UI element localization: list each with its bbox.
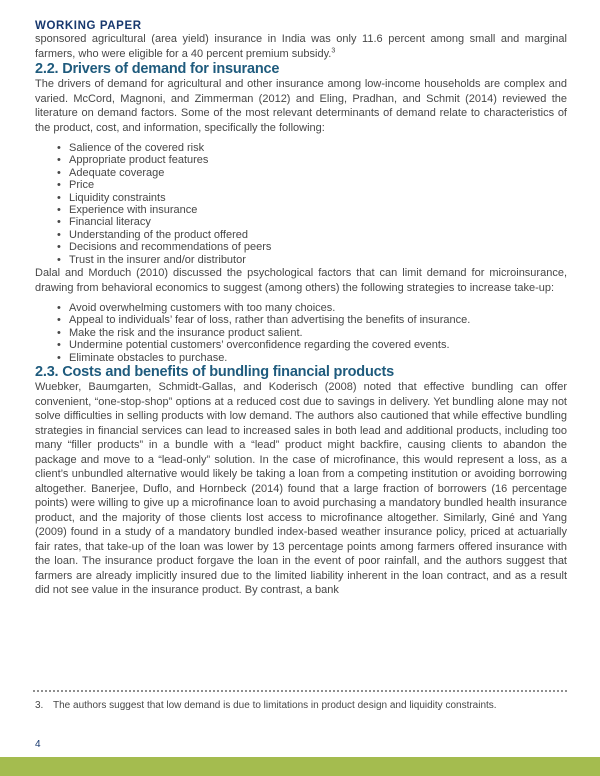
- footnote-marker: 3: [331, 46, 336, 54]
- footnote: [35, 699, 567, 712]
- section-heading-2-3: 2.3. Costs and benefits of bundling financial products: [35, 364, 394, 381]
- list-item: • Undermine potential customers’ overconfidence regarding the covered events.: [57, 339, 567, 351]
- intro-paragraph-text: sponsored agricultural (area yield) insurance in India was only 11.6 percent among small and marginal farmers, who were eligible for a 40 percent premium subsidy.: [35, 33, 567, 60]
- section-2-3-paragraph: Wuebker, Baumgarten, Schmidt-Gallas, and Koderisch (2008) noted that effective bundling can offer convenient, “one-stop-shop” options at a reduced cost due to savings in delivery. Yet bundling alone may not solve difficulties in selling products with low demand. The authors also cautioned that while effective bundling strategies in financial services can lead to increased sales in both lead and additional products, including too many “filler products” in a bundle with a “lead” product might backfire, causing clients to abandon the package and move to a “lead-only” solution. In the case of microfinance, this would represent a loss, as a client’s unbundled alternative would likely be taking a loan from a competing institution or avoiding borrowing altogether. Banerjee, Duflo, and Hornbeck (2014) found that a large fraction of borrowers (16 percentage points) were willing to give up a microfinance loan to avoid purchasing a mandatory bundled health insurance product, and the majority of those clients lost access to microfinance altogether. Similarly, Giné and Yang (2009) found in a study of a mandatory bundled index-based weather insurance policy, priced at actuarially fair rates, that take-up of the loan was lower by 13 percentage points among farmers offered insurance with the loan. The insurance product forgave the loan in the event of poor rainfall, and the authors suggest that farmers are already implicitly insured due to the limited liability inherent in the loan contract, and as a result did not see value in the insurance product. By contrast, a bank: [35, 381, 567, 597]
- list-item: • Avoid overwhelming customers with too many choices.: [57, 302, 567, 314]
- intro-paragraph: [35, 32, 567, 61]
- page-number: 4: [35, 739, 41, 750]
- footnote-text: The authors suggest that low demand is due to limitations in product design and liquidity constraints.: [53, 700, 497, 711]
- demand-determinants-list: [35, 142, 567, 266]
- section-heading-2-2: 2.2. Drivers of demand for insurance: [35, 61, 280, 77]
- list-item: • Appeal to individuals’ fear of loss, rather than advertising the benefits of insurance.: [57, 314, 567, 326]
- list-item: • Liquidity constraints: [57, 192, 567, 204]
- strategies-list: [35, 302, 567, 364]
- list-item: • Understanding of the product offered: [57, 229, 567, 241]
- list-item: • Appropriate product features: [57, 154, 567, 166]
- list-item: • Financial literacy: [57, 216, 567, 228]
- list-item: • Trust in the insurer and/or distributor: [57, 254, 567, 266]
- section-2-2-paragraph: The drivers of demand for agricultural and other insurance among low-income households are complex and varied. McCord, Magnoni, and Zimmerman (2012) and Eling, Pradhan, and Schmit (2014) reviewed the literature on demand factors. Some of the most relevant determinants of demand relate to characteristics of the product, cost, and information, specifically the following:: [35, 78, 567, 134]
- list-item: • Make the risk and the insurance product salient.: [57, 327, 567, 339]
- page-content: [35, 0, 567, 598]
- footnote-number: 3.: [35, 700, 44, 711]
- list-item: • Eliminate obstacles to purchase.: [57, 352, 567, 364]
- footnote-separator: [33, 690, 567, 692]
- section-2-2-paragraph-2: Dalal and Morduch (2010) discussed the psychological factors that can limit demand for microinsurance, drawing from behavioral economics to suggest (among others) the following strategies to increase take-up:: [35, 267, 567, 294]
- list-item: • Decisions and recommendations of peers: [57, 241, 567, 253]
- list-item: • Salience of the covered risk: [57, 142, 567, 154]
- footer-green-bar: [0, 757, 600, 776]
- list-item: • Price: [57, 179, 567, 191]
- list-item: • Experience with insurance: [57, 204, 567, 216]
- list-item: • Adequate coverage: [57, 167, 567, 179]
- running-header: WORKING PAPER: [35, 20, 142, 32]
